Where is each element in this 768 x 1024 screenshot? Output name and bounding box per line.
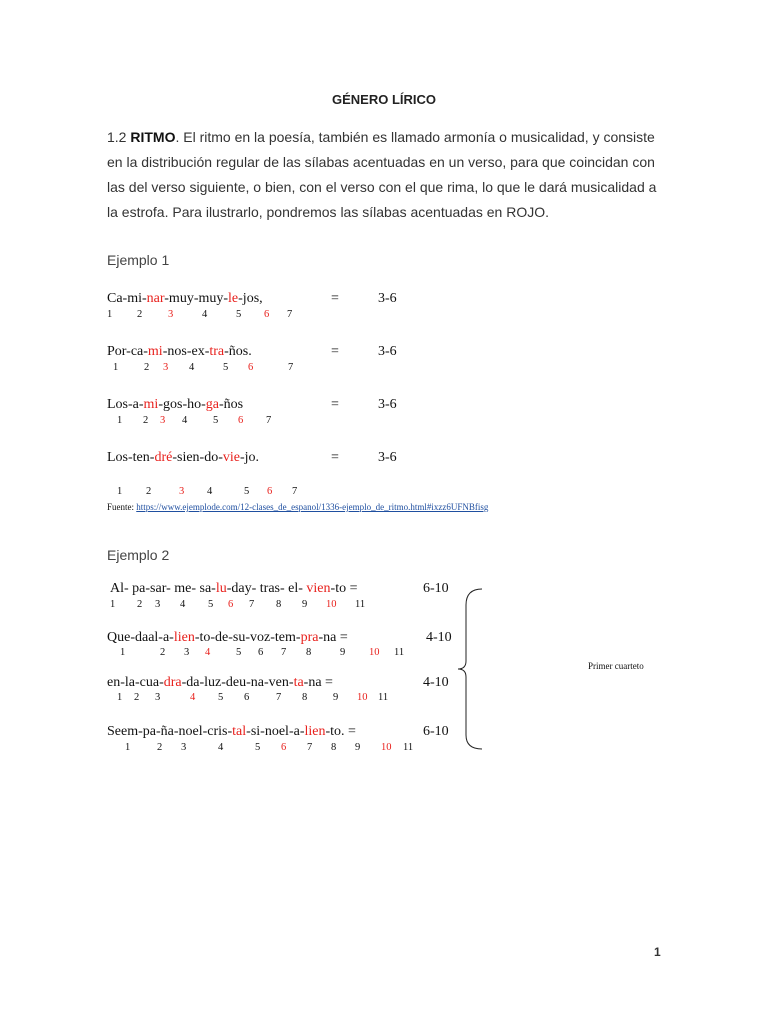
syllable-number: 5 xyxy=(208,599,214,610)
accented-syllable: tal xyxy=(232,724,247,739)
syllable-number: 4 xyxy=(202,309,208,320)
syllable-number: 9 xyxy=(355,742,361,753)
example2-label: Ejemplo 2 xyxy=(107,547,170,563)
verse-fragment: -muy-muy- xyxy=(164,291,229,306)
verse-fragment: Por-ca- xyxy=(107,344,148,359)
verse-fragment: Que-daal-a- xyxy=(107,630,174,645)
syllable-number: 11 xyxy=(378,692,389,703)
accented-syllable: mi xyxy=(143,397,159,412)
syllable-number: 5 xyxy=(244,486,250,497)
syllable-number: 1 xyxy=(117,692,123,703)
accented-syllable: lien xyxy=(304,724,326,739)
syllable-number: 7 xyxy=(307,742,313,753)
stanza-bracket xyxy=(452,585,492,755)
accented-syllable: dra xyxy=(163,675,182,690)
accent-pattern: 3-6 xyxy=(378,344,397,359)
syllable-number: 4 xyxy=(205,647,211,658)
syllable-number: 7 xyxy=(266,415,272,426)
syllable-number: 6 xyxy=(258,647,264,658)
verse-line xyxy=(107,450,259,466)
verse-line xyxy=(110,581,357,597)
syllable-number: 1 xyxy=(117,415,123,426)
equals-sign: = xyxy=(331,291,339,306)
verse-fragment: en-la-cua- xyxy=(107,675,164,690)
syllable-number: 8 xyxy=(331,742,337,753)
verse-fragment: Los-ten- xyxy=(107,450,155,465)
syllable-number: 2 xyxy=(143,415,149,426)
equals-sign: = xyxy=(331,397,339,412)
verse-fragment: -to-de-su-voz-tem- xyxy=(194,630,301,645)
equals-sign: = xyxy=(331,450,339,465)
syllable-number: 10 xyxy=(381,742,392,753)
syllable-number: 9 xyxy=(333,692,339,703)
syllable-number: 9 xyxy=(340,647,346,658)
syllable-number: 2 xyxy=(146,486,152,497)
verse-fragment: -na = xyxy=(303,675,333,690)
verse-fragment: -da-luz-deu-na-ven- xyxy=(181,675,294,690)
verse-fragment: -sien-do- xyxy=(172,450,223,465)
syllable-number: 1 xyxy=(125,742,131,753)
syllable-number: 2 xyxy=(144,362,150,373)
syllable-number: 5 xyxy=(236,309,242,320)
accented-syllable: dré xyxy=(154,450,173,465)
accent-pattern: 3-6 xyxy=(378,397,397,412)
equals-sign: = xyxy=(331,344,339,359)
syllable-number: 10 xyxy=(369,647,380,658)
verse-fragment: -jo. xyxy=(239,450,260,465)
syllable-number: 4 xyxy=(180,599,186,610)
source-label: Fuente: xyxy=(107,502,134,512)
section-heading: RITMO xyxy=(130,129,176,145)
syllable-number: 3 xyxy=(179,486,185,497)
syllable-number: 7 xyxy=(287,309,293,320)
verse-fragment: -to. = xyxy=(325,724,356,739)
syllable-number: 5 xyxy=(255,742,261,753)
page-title: GÉNERO LÍRICO xyxy=(331,92,436,107)
verse-fragment: -jos, xyxy=(238,291,263,306)
verse-line xyxy=(107,397,243,413)
verse-line xyxy=(107,344,252,360)
syllable-number: 4 xyxy=(190,692,196,703)
verse-line xyxy=(107,724,356,740)
accented-syllable: ga xyxy=(205,397,219,412)
syllable-number: 7 xyxy=(276,692,282,703)
accented-syllable: tra xyxy=(209,344,225,359)
syllable-number: 5 xyxy=(213,415,219,426)
verse-fragment: -day- tras- el- xyxy=(226,581,307,596)
syllable-number: 9 xyxy=(302,599,308,610)
syllable-number: 2 xyxy=(137,309,143,320)
accented-syllable: vien xyxy=(306,581,331,596)
bracket-label: Primer cuarteto xyxy=(588,661,644,671)
verse-fragment: Ca-mi- xyxy=(107,291,147,306)
syllable-number: 7 xyxy=(281,647,287,658)
verse-line xyxy=(107,675,333,691)
syllable-number: 3 xyxy=(181,742,187,753)
syllable-number: 2 xyxy=(157,742,163,753)
syllable-number: 1 xyxy=(110,599,116,610)
accented-syllable: nar xyxy=(146,291,165,306)
syllable-number: 6 xyxy=(264,309,270,320)
syllable-number: 4 xyxy=(182,415,188,426)
example1-label: Ejemplo 1 xyxy=(107,252,170,268)
accented-syllable: pra xyxy=(300,630,319,645)
syllable-number: 3 xyxy=(155,599,161,610)
accent-pattern: 6-10 xyxy=(423,724,449,739)
accent-pattern: 6-10 xyxy=(423,581,449,596)
syllable-number: 10 xyxy=(357,692,368,703)
accent-pattern: 3-6 xyxy=(378,450,397,465)
syllable-number: 5 xyxy=(223,362,229,373)
accented-syllable: vie xyxy=(222,450,240,465)
accented-syllable: ta xyxy=(293,675,304,690)
syllable-number: 6 xyxy=(228,599,234,610)
syllable-number: 5 xyxy=(218,692,224,703)
syllable-number: 1 xyxy=(107,309,113,320)
syllable-number: 11 xyxy=(394,647,405,658)
syllable-number: 10 xyxy=(326,599,337,610)
syllable-number: 7 xyxy=(292,486,298,497)
syllable-number: 4 xyxy=(207,486,213,497)
syllable-number: 3 xyxy=(160,415,166,426)
syllable-number: 1 xyxy=(113,362,119,373)
syllable-number: 11 xyxy=(403,742,414,753)
syllable-number: 7 xyxy=(249,599,255,610)
syllable-number: 6 xyxy=(238,415,244,426)
syllable-number: 3 xyxy=(155,692,161,703)
verse-fragment: Al- pa-sar- me- sa- xyxy=(110,581,216,596)
verse-line xyxy=(107,630,348,646)
syllable-number: 8 xyxy=(306,647,312,658)
intro-text: . El ritmo en la poesía, también es llamado armonía o musicalidad, y consiste en la distribución regular de las sílabas acentuadas en un verso, para que coincidan con las del verso siguiente, o bien, con el verso con el que rima, lo que le dará musicalidad a la estrofa. Para ilustrarlo, pondremos las sílabas acentuadas en ROJO. xyxy=(107,129,657,220)
accent-pattern: 3-6 xyxy=(378,291,397,306)
source-citation xyxy=(107,502,488,512)
verse-fragment: -si-noel-a- xyxy=(246,724,305,739)
syllable-number: 4 xyxy=(189,362,195,373)
syllable-number: 4 xyxy=(218,742,224,753)
syllable-number: 1 xyxy=(117,486,123,497)
syllable-number: 8 xyxy=(276,599,282,610)
verse-fragment: -na = xyxy=(318,630,348,645)
syllable-number: 1 xyxy=(120,647,126,658)
syllable-number: 6 xyxy=(281,742,287,753)
source-link[interactable]: https://www.ejemplode.com/12-clases_de_espanol/1336-ejemplo_de_ritmo.html#ixzz6UFNBfisg xyxy=(136,502,489,512)
verse-fragment: -ños. xyxy=(224,344,252,359)
verse-fragment: Seem-pa-ña-noel-cris- xyxy=(107,724,233,739)
accented-syllable: le xyxy=(228,291,239,306)
verse-fragment: -to = xyxy=(330,581,358,596)
syllable-number: 2 xyxy=(134,692,140,703)
verse-fragment: -ños xyxy=(218,397,244,412)
syllable-number: 11 xyxy=(355,599,366,610)
accented-syllable: mi xyxy=(147,344,163,359)
verse-line xyxy=(107,291,263,307)
accented-syllable: lu xyxy=(215,581,227,596)
syllable-number: 5 xyxy=(236,647,242,658)
syllable-number: 6 xyxy=(248,362,254,373)
syllable-number: 2 xyxy=(160,647,166,658)
syllable-number: 3 xyxy=(168,309,174,320)
verse-fragment: Los-a- xyxy=(107,397,144,412)
syllable-number: 2 xyxy=(137,599,143,610)
syllable-number: 6 xyxy=(267,486,273,497)
syllable-number: 3 xyxy=(184,647,190,658)
intro-paragraph xyxy=(107,125,659,225)
accent-pattern: 4-10 xyxy=(426,630,452,645)
section-number: 1.2 xyxy=(107,129,127,145)
syllable-number: 3 xyxy=(163,362,169,373)
accented-syllable: lien xyxy=(173,630,195,645)
syllable-number: 8 xyxy=(302,692,308,703)
verse-fragment: -gos-ho- xyxy=(158,397,206,412)
page-number: 1 xyxy=(654,945,661,959)
syllable-number: 7 xyxy=(288,362,294,373)
syllable-number: 6 xyxy=(244,692,250,703)
verse-fragment: -nos-ex- xyxy=(162,344,210,359)
accent-pattern: 4-10 xyxy=(423,675,449,690)
